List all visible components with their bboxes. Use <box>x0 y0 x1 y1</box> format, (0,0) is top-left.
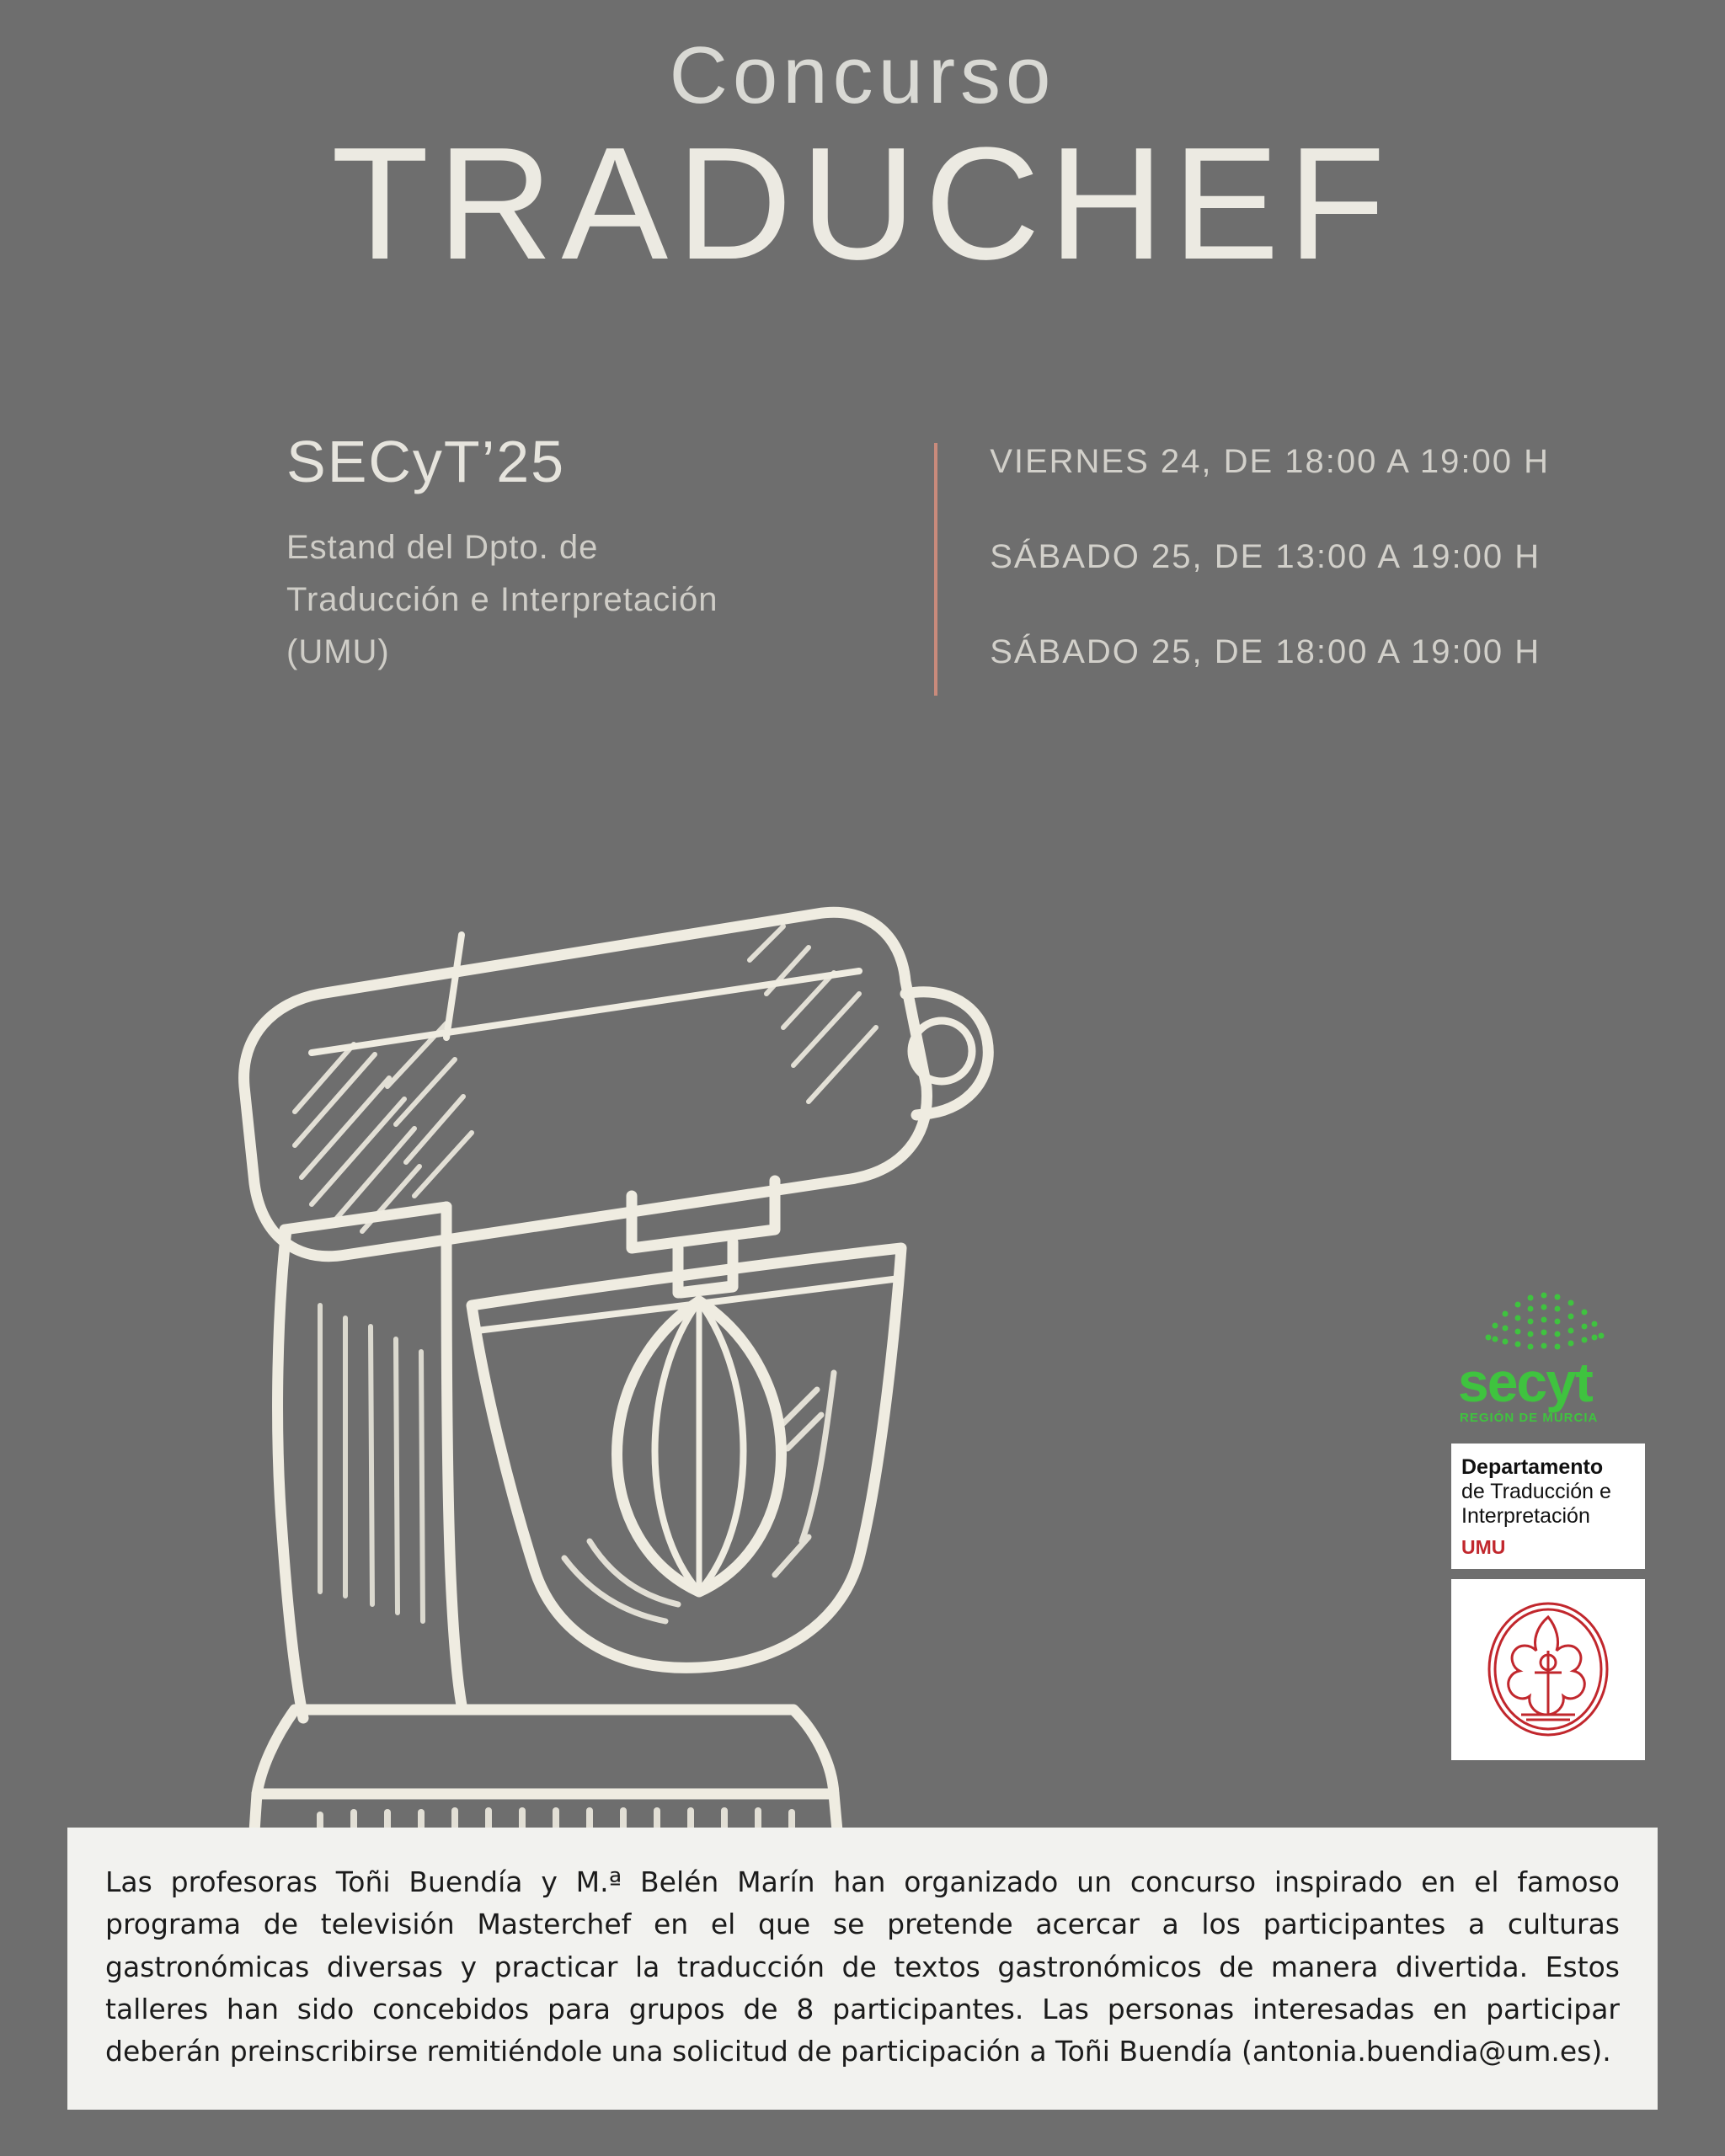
footer-description-text: Las profesoras Toñi Buendía y M.ª Belén Marín han organizado un concurso inspirado en el famoso programa de televisión Masterchef en el que se pretende acercar a los participantes a culturas gastronómicas diversas y practicar la traducción de textos gastronómicos de manera divertida. Estos talleres han sido concebidos para grupos de 8 participantes. Las personas interesadas en participar deberán preinscribirse remitiéndole una solicitud de participación a Toñi Buendía (antonia.buendia@um.es). <box>105 1865 1620 2068</box>
secyt-logo <box>1451 1280 1645 1432</box>
poster-subtitle: Concurso <box>669 30 1056 120</box>
universidad-seal-icon <box>1471 1592 1626 1748</box>
stand-mixer-illustration <box>194 834 1204 1844</box>
event-info-block <box>286 430 1550 696</box>
departamento-line-2: de Traducción e <box>1461 1479 1611 1503</box>
stand-location <box>286 521 934 678</box>
universidad-de-murcia-logo <box>1451 1579 1645 1760</box>
schedule-list <box>990 430 1550 671</box>
departamento-line-3: Interpretación <box>1461 1503 1590 1528</box>
stand-location-line-2: Traducción e Interpretación <box>286 581 718 618</box>
footer-description <box>67 1828 1658 2110</box>
poster-title: TRADUCHEF <box>331 114 1394 293</box>
stand-location-line-1: Estand del Dpto. de <box>286 529 599 566</box>
secyt-tagline: REGIÓN DE MURCIA <box>1460 1411 1599 1425</box>
secyt-wordmark: secyt <box>1458 1351 1592 1413</box>
schedule-item: SÁBADO 25, DE 18:00 A 19:00 H <box>990 633 1541 670</box>
departamento-line-1: Departamento <box>1461 1455 1604 1479</box>
logo-stack <box>1451 1280 1645 1760</box>
event-info-left <box>286 430 934 678</box>
poster-title-block <box>0 30 1725 293</box>
departamento-logo <box>1451 1444 1645 1569</box>
event-code: SECyT’25 <box>286 429 566 494</box>
vertical-divider <box>934 443 937 696</box>
departamento-umu-label: UMU <box>1461 1536 1506 1559</box>
stand-location-line-3: (UMU) <box>286 633 390 670</box>
schedule-item: SÁBADO 25, DE 13:00 A 19:00 H <box>990 538 1541 575</box>
schedule-item: VIERNES 24, DE 18:00 A 19:00 H <box>990 443 1550 480</box>
